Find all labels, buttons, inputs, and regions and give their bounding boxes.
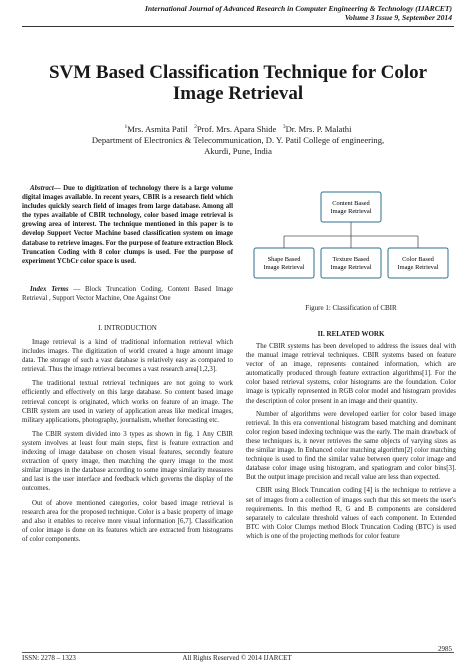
index-terms-lead: Index Terms — [30, 286, 69, 293]
footer-rule — [22, 652, 454, 653]
box-shape-based — [254, 248, 314, 278]
box-color-based-label-1: Color Based — [402, 256, 434, 263]
journal-name: International Journal of Advanced Research in Computer Engineering & Technology (IJARCET) — [144, 4, 452, 13]
box-texture-based — [321, 248, 381, 278]
affiliation-line-2: Akurdi, Pune, India — [204, 145, 272, 156]
figure-diagram — [246, 182, 456, 294]
box-texture-based-label-2: Image Retrieval — [330, 264, 372, 271]
index-terms-text: — Block Truncation Coding, Content Based Image Retrieval , Support Vector Machine, One Against One — [22, 286, 233, 303]
introduction-body — [22, 338, 233, 549]
paragraph: The CBIR system divided into 3 types as shown in fig. 1 Any CBIR system involves at least four main steps, first is feature extraction and indexing of image database on chosen visual features, secondly feature extraction of query image, then matching the query image to the most similar images in the database according to some image similarity measures and last is the user interface and feedback which governs the display of the outcomes. — [22, 430, 233, 493]
abstract — [22, 184, 233, 266]
box-color-based-label-2: Image Retrieval — [397, 264, 439, 271]
related-work-body — [246, 342, 456, 545]
section-heading-introduction: I. INTRODUCTION — [98, 324, 157, 332]
figure-caption: Figure 1: Classification of CBIR — [305, 304, 397, 312]
issn: ISSN: 2278 – 1323 — [22, 654, 76, 662]
paragraph: Out of above mentioned categories, color based image retrieval is research area for the proposed technique. Color is a basic property of image and also it enables to receive more visual information [6,7]. Classification of color image is done on its features which are extracted from histograms of color components. — [22, 499, 233, 543]
author-block — [22, 122, 454, 157]
index-terms — [22, 285, 233, 303]
author-3: Dr. Mrs. P. Malathi — [285, 123, 352, 134]
paragraph: Number of algorithms were developed earlier for color based image retrieval. In this era conventional histogram based matching and dominant color region based indexing technique was the early. The main drawback of these techniques is, it never retrieves the same objects of varying sizes as the similar image. In Enhanced color matching algorithm[2] color matching technique is used to find the similar value between query color image and database color image using histogram, and spatiogram and color bins[3]. But the output image precision and recall value are less than expected. — [246, 410, 456, 482]
paragraph: CBIR using Block Truncation coding [4] is the technique to retrieve a set of images from a collection of images such that this set meets the user's requirements. In this method R, G and B components are considered separately to calculate threshold values of each component. In Extended BTC with Color Clumps method Block Truncation Coding (BTC) is used which is one of the projecting methods for color feature — [246, 487, 456, 540]
box-shape-based-label-2: Image Retrieval — [263, 264, 305, 271]
author-1: Mrs. Asmita Patil — [127, 123, 188, 134]
abstract-lead: Abstract— — [30, 185, 61, 192]
journal-volume: Volume 3 Issue 9, September 2014 — [344, 13, 452, 22]
author-line: $^1$Mrs. Asmita Patil $^2$Prof. Mrs. Apara Shide $^3$Dr. Mrs. P. Malathi — [124, 123, 352, 134]
box-content-based-label-1: Content Based — [332, 200, 370, 207]
copyright: All Rights Reserved © 2014 IJARCET — [182, 654, 292, 662]
affiliation-line-1: Department of Electronics & Telecommunication, D. Y. Patil College of engineering, — [91, 134, 385, 145]
paragraph: Image retrieval is a kind of traditional information retrieval which includes images. The digitization of world created a huge amount image data. The storage of such a vast database is relatively easy as compared to retrieval. Thus the image retrieval becomes a vast research area[1,2,3]. — [22, 339, 233, 374]
connector-lines — [284, 222, 418, 248]
box-content-based-label-2: Image Retrieval — [330, 208, 372, 215]
box-color-based — [388, 248, 448, 278]
paragraph: The traditional textual retrieval techniques are not going to work efficiently and effectively on this large database. So content based image retrieval concept is originated, which works on feature of an image. The CBIR system are used in variety of application areas like medical images, military applications, photography, journalism, whether forecasting etc. — [22, 380, 233, 424]
section-heading-related-work: II. RELATED WORK — [317, 330, 385, 338]
page-number: 2985 — [438, 645, 452, 653]
author-2: Prof. Mrs. Apara Shide — [196, 123, 277, 134]
figure-cbir-classification — [246, 182, 456, 294]
paper-title: SVM Based Classification Technique for Color Image Retrieval — [48, 62, 428, 104]
journal-header — [12, 4, 452, 22]
box-content-based — [321, 192, 381, 222]
header-rule — [22, 26, 454, 27]
box-shape-based-label-1: Shape Based — [267, 256, 301, 263]
abstract-text: Due to digitization of technology there is a large volume digital images available. In recent years, CBIR is a research field which includes quickly search field of images from large database. Among all the types available of CBIR technology, color based image retrieval is growing area of interest. The technique mentioned in this paper is to develop Support Vector Machine based classification system on image database to retrieve images. For the purpose of feature extraction Block Truncation Coding with 8 color clumps is used. For the purpose of experiment YCbCr color space is used. — [22, 185, 233, 265]
paragraph: The CBIR systems has been developed to address the issues deal with the manual image retrieval techniques. CBIR systems based on feature vector of an image, represents contained information, which are automatically produced through feature extraction algorithms[1]. For the color based retrieval systems, color histograms are the foundation. Color image is typically represented in RGB color model and histogram provides the description of color present in an image and their quantity. — [246, 343, 456, 405]
box-texture-based-label-1: Texture Based — [332, 256, 370, 263]
